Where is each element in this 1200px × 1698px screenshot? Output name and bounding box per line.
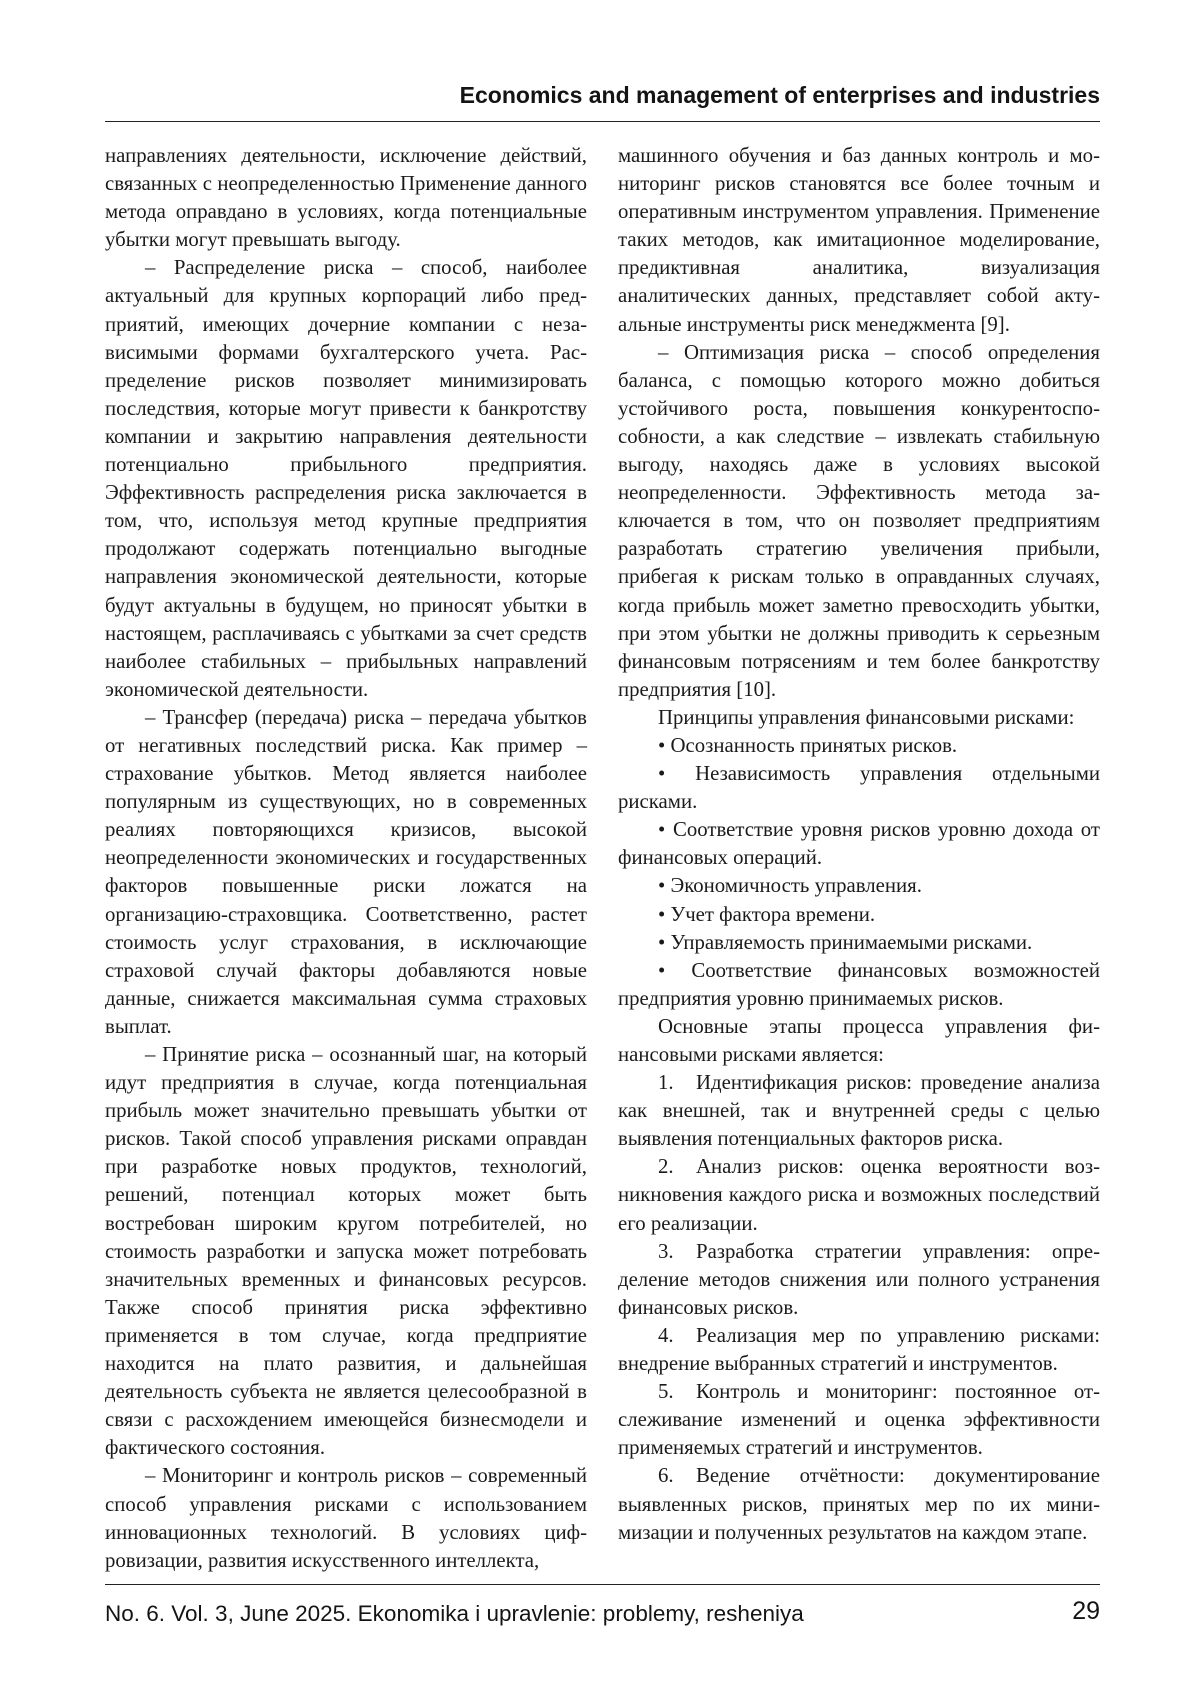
paragraph — [618, 1069, 1100, 1153]
list-number: 4. — [658, 1323, 674, 1347]
left-column — [105, 142, 587, 1572]
paragraph: Принципы управления финансовыми рисками: — [658, 705, 1075, 729]
paragraph: • Соответствие финансовых возможностей предприятия уровню принимаемых рисков. — [618, 958, 1100, 1010]
paragraph — [618, 1153, 1100, 1237]
article-body — [105, 142, 1100, 1572]
paragraph: • Осознанность принятых рисков. — [658, 733, 958, 757]
paragraph: направлениях деятельности, исключение действий, связанных с неопределенностью Применение данного метода оправдано в условиях, когда потенциальные убытки могут превышать выгоду. — [105, 144, 587, 252]
list-number: 1. — [658, 1071, 674, 1095]
list-number: 3. — [658, 1239, 674, 1263]
footer-citation: No. 6. Vol. 3, June 2025. Ekonomika i upravlenie: problemy, resheniya — [105, 1601, 804, 1626]
running-header-title: Economics and management of enterprises and industries — [459, 82, 1100, 108]
paragraph: • Управляемость принимаемыми рисками. — [658, 930, 1033, 954]
paragraph: – Принятие риска – осознанный шаг, на который идут предприятия в случае, когда потенциальная прибыль может значительно превышать убытки от рисков. Такой способ управления рисками оправдан при разработке новых продуктов, технологий, решений, потенциал которых может быть востребован широким кругом потребителей, но стоимость разработки и запуска может потребовать значительных временных и финансовых ресурсов. Также способ принятия риска эффективно применяется в том случае, когда предприятие находится на плато развития, и дальнейшая деятельность субъекта не является целесообразной в связи с расхождением имеющейся бизнесмодели и фактического состояния. — [105, 1043, 587, 1460]
header-divider — [105, 121, 1100, 122]
list-item-text: Анализ рисков: оценка вероятности возникновения каждого риска и возможных последствий его реализации. — [618, 1155, 1100, 1235]
list-item-text: Реализация мер по управлению рисками: внедрение выбранных стратегий и инструментов. — [618, 1323, 1100, 1376]
paragraph: – Мониторинг и контроль рисков – современный способ управления рисками с использованием инновационных технологий. В условиях цифровизации, развития искусственного интеллекта, — [105, 1464, 587, 1572]
paragraph: – Распределение риска – способ, наиболее актуальный для крупных корпораций либо предприятий, имеющих дочерние компании с независимыми формами бухгалтерского учета. Распределение рисков позволяет минимизировать последствия, которые могут привести к банкротству компании и закрытию направления деятельности потенциально прибыльного предприятия. Эффективность распределения риска заключается в том, что, используя метод крупные предприятия продолжают содержать потенциально выгодные направления экономической деятельности, которые будут актуальны в будущем, но приносят убытки в настоящем, расплачиваясь с убытками за счет средств наиболее стабильных – прибыльных направлений экономической деятельности. — [105, 256, 587, 701]
page-number: 29 — [1072, 1597, 1100, 1625]
paragraph — [618, 1322, 1100, 1378]
list-item-text: Контроль и мониторинг: постоянное отслеживание изменений и оценка эффективности применяемых стратегий и инструментов. — [618, 1380, 1100, 1460]
paragraph: • Независимость управления отдельными рисками. — [618, 762, 1100, 814]
list-number: 5. — [658, 1380, 674, 1404]
paragraph: – Трансфер (передача) риска – передача убытков от негативных последствий риска. Как пример – страхование убытков. Метод является наиболее популярным из существующих, но в современных реалиях повторяющихся кризисов, высокой неопределенности экономических и государственных факторов повышенные риски ложатся на организацию-страховщика. Соответственно, растет стоимость услуг страхования, в исключающие страховой случай факторы добавляются новые данные, снижается максимальная сумма страховых выплат. — [105, 705, 587, 1038]
right-column — [618, 142, 1100, 1562]
list-item-text: Разработка стратегии управления: определение методов снижения или полного устранения финансовых рисков. — [618, 1239, 1100, 1319]
list-item-text: Ведение отчётности: документирование выявленных рисков, принятых мер по их минимизации и полученных результатов на каждом этапе. — [618, 1464, 1100, 1544]
list-number: 2. — [658, 1155, 674, 1179]
paragraph — [618, 1378, 1100, 1462]
list-number: 6. — [658, 1464, 674, 1488]
paragraph: Основные этапы процесса управления финансовыми рисками является: — [618, 1014, 1100, 1066]
paragraph — [618, 1238, 1100, 1322]
list-item-text: Идентификация рисков: проведение анализа как внешней, так и внутренней среды с целью выявления потенциальных факторов риска. — [618, 1071, 1100, 1151]
paragraph — [618, 1462, 1100, 1546]
paragraph: • Соответствие уровня рисков уровню дохода от финансовых операций. — [618, 818, 1100, 870]
paragraph: • Экономичность управления. — [658, 874, 922, 898]
paragraph: • Учет фактора времени. — [658, 902, 876, 926]
footer-divider — [105, 1584, 1100, 1585]
paragraph: – Оптимизация риска – способ определения баланса, с помощью которого можно добиться устойчивого роста, повышения конкурентоспособности, а как следствие – извлекать стабильную выгоду, находясь даже в условиях высокой неопределенности. Эффективность метода заключается в том, что он позволяет предприятиям разработать стратегию увеличения прибыли, прибегая к рискам только в оправданных случаях, когда прибыль может заметно превосходить убытки, при этом убытки не должны приводить к серьезным финансовым потрясениям и тем более банкротству предприятия [10]. — [618, 340, 1100, 701]
paragraph: машинного обучения и баз данных контроль и мониторинг рисков становятся все более точным и оперативным инструментом управления. Применение таких методов, как имитационное моделирование, предиктивная аналитика, визуализация аналитических данных, представляет собой актуальные инструменты риск менеджмента [9]. — [618, 144, 1100, 336]
